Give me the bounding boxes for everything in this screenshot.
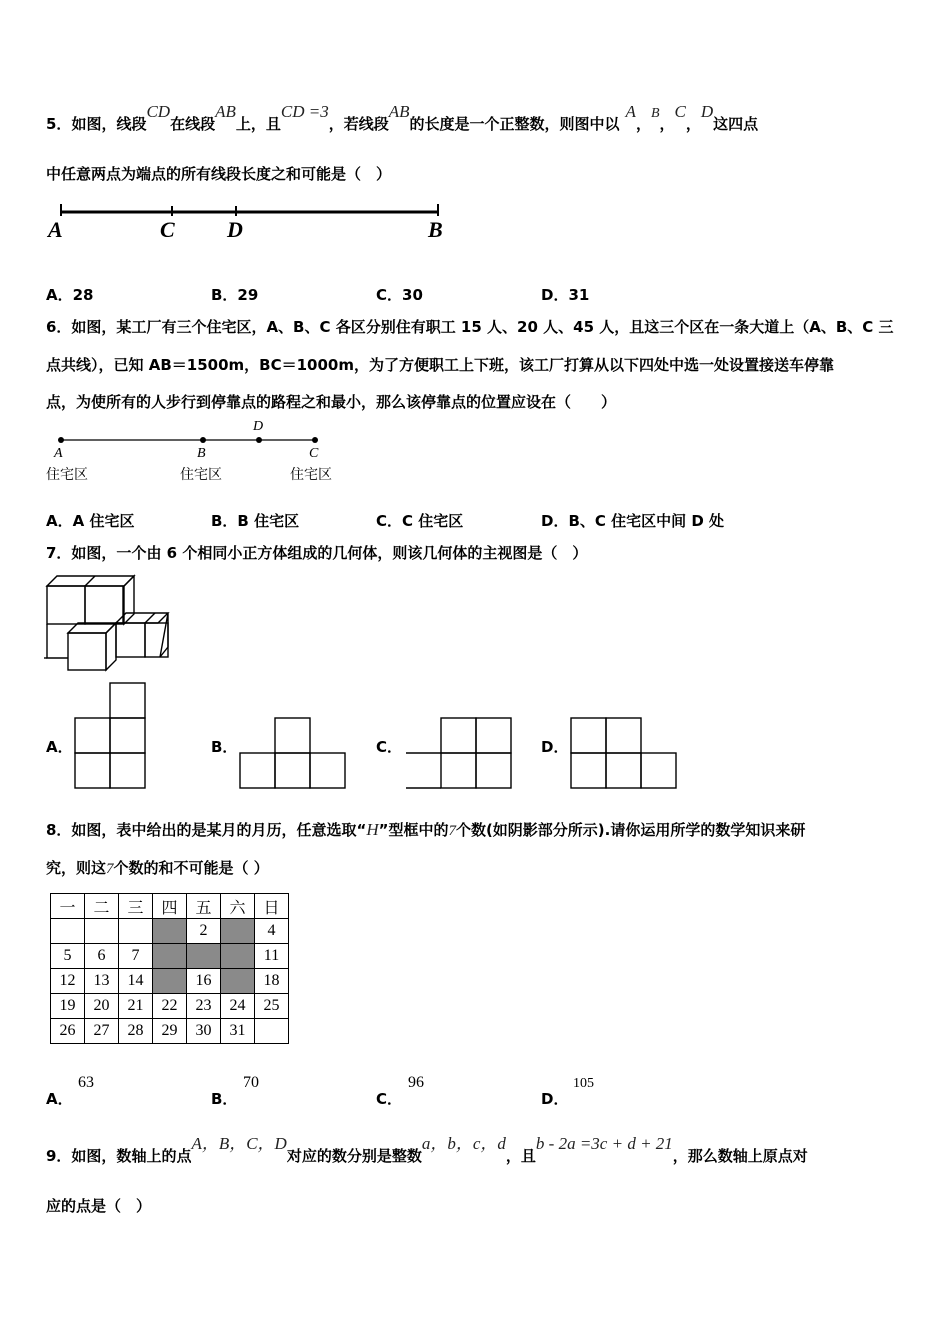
calendar-cell: 24 (221, 994, 255, 1019)
calendar-cell: 14 (119, 969, 153, 994)
calendar-header-cell: 三 (119, 894, 153, 919)
q7-view-c[interactable] (403, 716, 515, 792)
q5-line1: 5．如图，线段CD在线段AB上，且CD =3，若线段AB的长度是一个正整数，则图中以A，B，C，D这四点 (46, 102, 759, 133)
calendar-cell: 20 (85, 994, 119, 1019)
q6-option-b[interactable]: B．B 住宅区 (211, 512, 300, 530)
calendar-cell: 12 (51, 969, 85, 994)
calendar-row (51, 944, 289, 969)
q6-area-b: 住宅区 (180, 467, 222, 483)
q6-point-c: C (309, 446, 319, 461)
q9-line1: 9．如图，数轴上的点A，B，C，D对应的数分别是整数a，b，c，d，且b - 2a =3c + d + 21，那么数轴上原点对 (46, 1134, 808, 1165)
calendar-cell: 27 (85, 1019, 119, 1044)
q9-line2: 应的点是（ ） (46, 1197, 152, 1215)
calendar-header-cell: 日 (255, 894, 289, 919)
calendar-header-cell: 四 (153, 894, 187, 919)
q6-area-a: 住宅区 (46, 467, 88, 483)
calendar-cell-shaded (221, 944, 255, 969)
q6-option-a[interactable]: A．A 住宅区 (46, 512, 135, 530)
calendar-cell: 7 (119, 944, 153, 969)
q6-point-a: A (54, 446, 63, 461)
q8-option-b[interactable]: B． (211, 1090, 238, 1108)
calendar-cell-shaded (221, 919, 255, 944)
q5-line2: 中任意两点为端点的所有线段长度之和可能是（ ） (46, 165, 392, 183)
q5-label-b: B (428, 217, 443, 242)
q7-option-c[interactable]: C． (376, 738, 403, 756)
calendar-cell: 19 (51, 994, 85, 1019)
q7-view-a[interactable] (72, 682, 148, 792)
q7-option-d[interactable]: D． (541, 738, 569, 756)
q5-label-d: D (227, 217, 243, 242)
q8-option-a-value: 63 (78, 1074, 94, 1091)
calendar-row (51, 994, 289, 1019)
q6-line2: 点共线），已知 AB＝1500m，BC＝1000m，为了方便职工上下班，该工厂打算从以下四处中选一处设置接送车停靠 (46, 356, 834, 374)
q6-option-d[interactable]: D．B、C 住宅区中间 D 处 (541, 512, 725, 530)
calendar-row (51, 969, 289, 994)
calendar-cell: 16 (187, 969, 221, 994)
q7-option-a[interactable]: A． (46, 738, 73, 756)
q6-road-figure (55, 432, 325, 448)
q5-segment-figure (45, 198, 455, 246)
calendar-row (51, 919, 289, 944)
calendar-cell: 13 (85, 969, 119, 994)
calendar-table (50, 893, 289, 1044)
calendar-cell-shaded (153, 969, 187, 994)
calendar-cell: 11 (255, 944, 289, 969)
q6-option-c[interactable]: C．C 住宅区 (376, 512, 464, 530)
calendar-cell: 30 (187, 1019, 221, 1044)
q5-option-c[interactable]: C．30 (376, 286, 423, 304)
q7-option-b[interactable]: B． (211, 738, 238, 756)
calendar-cell (51, 919, 85, 944)
calendar-cell: 29 (153, 1019, 187, 1044)
q7-view-b[interactable] (237, 716, 349, 792)
calendar-header-cell: 二 (85, 894, 119, 919)
calendar-cell: 2 (187, 919, 221, 944)
q6-line1: 6．如图，某工厂有三个住宅区，A、B、C 各区分别住有职工 15 人、20 人、45 人，且这三个区在一条大道上（A、B、C 三 (46, 318, 894, 336)
calendar-cell: 28 (119, 1019, 153, 1044)
q5-option-b[interactable]: B．29 (211, 286, 259, 304)
calendar-cell: 22 (153, 994, 187, 1019)
calendar-cell: 4 (255, 919, 289, 944)
calendar-cell-shaded (153, 944, 187, 969)
q6-line3: 点，为使所有的人步行到停靠点的路程之和最小，那么该停靠点的位置应设在（ ） (46, 393, 617, 411)
calendar-cell-shaded (221, 969, 255, 994)
calendar-cell: 18 (255, 969, 289, 994)
q8-option-b-value: 70 (243, 1074, 259, 1091)
q5-label-c: C (160, 217, 175, 242)
q8-line2: 究，则这7个数的和不可能是（ ） (46, 859, 269, 877)
q8-option-c[interactable]: C． (376, 1090, 403, 1108)
calendar-header-cell: 六 (221, 894, 255, 919)
q7-line1: 7．如图，一个由 6 个相同小正方体组成的几何体，则该几何体的主视图是（ ） (46, 544, 588, 562)
calendar-header-cell: 一 (51, 894, 85, 919)
q5-label-a: A (48, 217, 63, 242)
q5-option-a[interactable]: A．28 (46, 286, 94, 304)
q6-point-b: B (197, 446, 206, 461)
q6-point-d: D (253, 419, 264, 434)
q6-area-c: 住宅区 (290, 467, 332, 483)
calendar-cell: 25 (255, 994, 289, 1019)
calendar-header-row (51, 894, 289, 919)
calendar-cell: 31 (221, 1019, 255, 1044)
calendar-cell: 21 (119, 994, 153, 1019)
calendar-header-cell: 五 (187, 894, 221, 919)
q8-line1: 8．如图，表中给出的是某月的月历，任意选取“H”型框中的7个数(如阴影部分所示).请你运用所学的数学知识来研 (46, 820, 806, 839)
calendar-cell (85, 919, 119, 944)
calendar-cell: 5 (51, 944, 85, 969)
calendar-cell-shaded (153, 919, 187, 944)
q7-view-d[interactable] (568, 716, 680, 792)
calendar-cell (119, 919, 153, 944)
calendar-cell-shaded (187, 944, 221, 969)
q5-option-d[interactable]: D．31 (541, 286, 590, 304)
q8-option-d[interactable]: D． (541, 1090, 569, 1108)
calendar-cell: 6 (85, 944, 119, 969)
calendar-cell (255, 1019, 289, 1044)
q7-cube-solid-figure (44, 574, 174, 672)
calendar-row (51, 1019, 289, 1044)
q8-option-d-value: 105 (573, 1076, 594, 1091)
calendar-cell: 26 (51, 1019, 85, 1044)
q8-option-a[interactable]: A． (46, 1090, 73, 1108)
calendar-cell: 23 (187, 994, 221, 1019)
q8-option-c-value: 96 (408, 1074, 424, 1091)
